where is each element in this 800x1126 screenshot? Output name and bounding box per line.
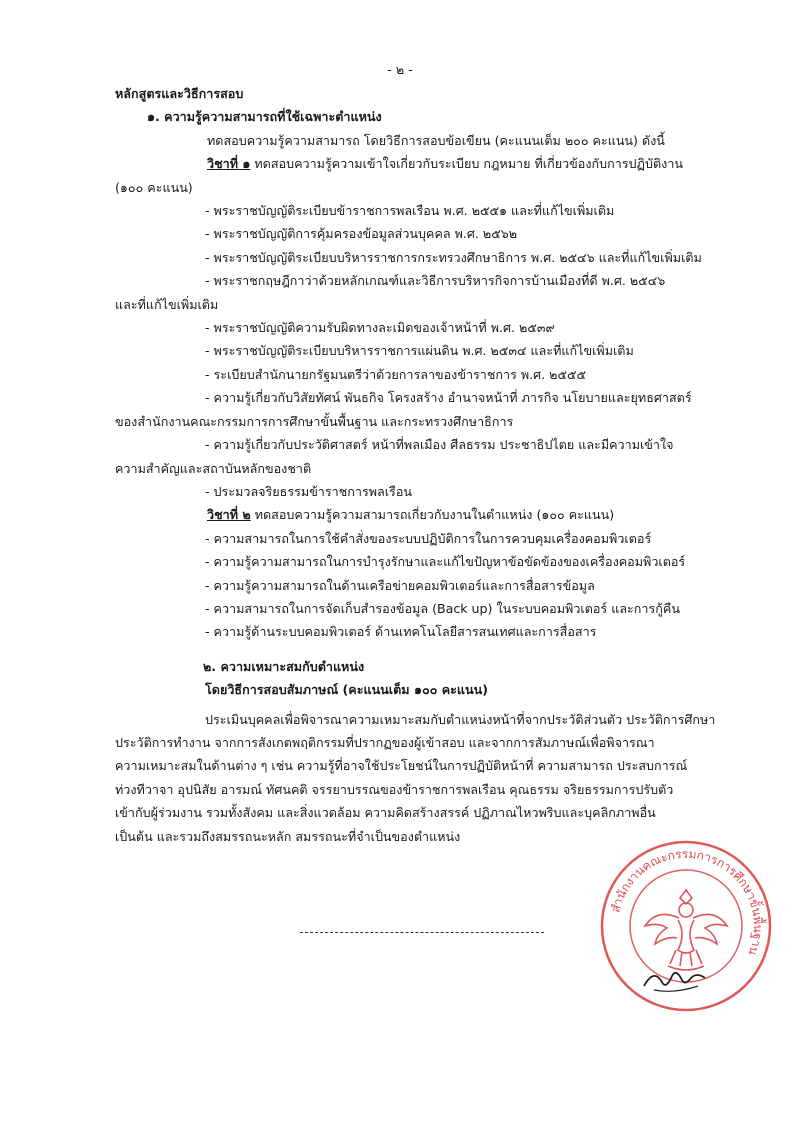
subject1-item: - พระราชบัญญัติระเบียบบริหารราชการกระทรวงศึกษาธิการ พ.ศ. ๒๕๔๖ และที่แก้ไขเพิ่มเติม <box>205 249 702 265</box>
subject1-score: (๑๐๐ คะแนน) <box>115 179 193 195</box>
section2-paragraph-line: ประวัติการทำงาน จากการสังเกตพฤติกรรมที่ปรากฏของผู้เข้าสอบ และจากการสัมภาษณ์เพื่อพิจารณา <box>115 734 655 750</box>
subject2-label: วิชาที่ ๒ <box>207 507 251 523</box>
end-divider <box>300 932 544 933</box>
subject1-item: - พระราชบัญญัติการคุ้มครองข้อมูลส่วนบุคคล พ.ศ. ๒๕๖๒ <box>205 226 518 242</box>
section2-method: โดยวิธีการสอบสัมภาษณ์ (คะแนนเต็ม ๑๐๐ คะแนน) <box>205 682 488 698</box>
section2-paragraph-line: เป็นต้น และรวมถึงสมรรถนะหลัก สมรรถนะที่จำเป็นของตำแหน่ง <box>115 828 461 844</box>
subject2-item: - ความสามารถในการจัดเก็บสำรองข้อมูล (Back up) ในระบบคอมพิวเตอร์ และการกู้คืน <box>205 600 680 616</box>
document-title: หลักสูตรและวิธีการสอบ <box>115 86 244 101</box>
section2-heading: ๒. ความเหมาะสมกับตำแหน่ง <box>203 658 365 674</box>
subject1-item: - พระราชบัญญัติระเบียบบริหารราชการแผ่นดิน พ.ศ. ๒๕๓๔ และที่แก้ไขเพิ่มเติม <box>205 343 634 359</box>
subject1-item-continuation: ของสำนักงานคณะกรรมการการศึกษาขั้นพื้นฐาน และกระทรวงศึกษาธิการ <box>115 413 514 429</box>
subject1-item-continuation: และที่แก้ไขเพิ่มเติม <box>115 296 219 312</box>
subject2-item: - ความรู้ด้านระบบคอมพิวเตอร์ ด้านเทคโนโลยีสารสนเทศและการสื่อสาร <box>205 624 597 640</box>
page-number: - ๒ - <box>387 62 413 77</box>
section2-paragraph-line: ท่วงทีวาจา อุปนิสัย อารมณ์ ทัศนคติ จรรยาบรรณของข้าราชการพลเรือน คุณธรรม จริยธรรมการปรับตัว <box>115 781 674 797</box>
subject1-line <box>115 152 725 175</box>
subject2-item: - ความรู้ความสามารถในด้านเครือข่ายคอมพิวเตอร์และการสื่อสารข้อมูล <box>205 577 595 593</box>
subject2-line <box>115 503 725 526</box>
subject1-label: วิชาที่ ๑ <box>207 156 251 172</box>
section2-paragraph-line: ประเมินบุคคลเพื่อพิจารณาความเหมาะสมกับตำแหน่งหน้าที่จากประวัติส่วนตัว ประวัติการศึกษา <box>205 711 716 727</box>
subject1-item: - ประมวลจริยธรรมข้าราชการพลเรือน <box>205 483 412 499</box>
section1-heading: ๑. ความรู้ความสามารถที่ใช้เฉพาะตำแหน่ง <box>147 109 382 125</box>
subject1-text: ทดสอบความรู้ความเข้าใจเกี่ยวกับระเบียบ กฎหมาย ที่เกี่ยวข้องกับการปฏิบัติงาน <box>250 156 683 172</box>
subject1-item-continuation: ความสำคัญและสถาบันหลักของชาติ <box>115 460 312 476</box>
subject1-item: - ความรู้เกี่ยวกับวิสัยทัศน์ พันธกิจ โครงสร้าง อำนาจหน้าที่ ภารกิจ นโยบายและยุทธศาสตร์ <box>205 390 692 406</box>
section1-intro: ทดสอบความรู้ความสามารถ โดยวิธีการสอบข้อเขียน (คะแนนเต็ม ๒๐๐ คะแนน) ดังนี้ <box>207 132 665 148</box>
signature-icon <box>640 962 710 996</box>
section2-paragraph-line: ความเหมาะสมในด้านต่าง ๆ เช่น ความรู้ที่อาจใช้ประโยชน์ในการปฏิบัติหน้าที่ ความสามารถ ประสบการณ์ <box>115 758 688 774</box>
subject2-item: - ความสามารถในการใช้คำสั่งของระบบปฏิบัติการในการควบคุมเครื่องคอมพิวเตอร์ <box>205 530 652 546</box>
subject1-item: - พระราชบัญญัติความรับผิดทางละเมิดของเจ้าหน้าที่ พ.ศ. ๒๕๓๙ <box>205 320 555 336</box>
subject2-text: ทดสอบความรู้ความสามารถเกี่ยวกับงานในตำแหน่ง (๑๐๐ คะแนน) <box>250 507 615 523</box>
document-body <box>115 82 725 848</box>
section2-paragraph-line: เข้ากับผู้ร่วมงาน รวมทั้งสังคม และสิ่งแวดล้อม ความคิดสร้างสรรค์ ปฏิภาณไหวพริบและบุคลิกภาพอื่น <box>115 805 656 821</box>
subject1-item: - ระเบียบสำนักนายกรัฐมนตรีว่าด้วยการลาของข้าราชการ พ.ศ. ๒๕๕๕ <box>205 366 587 382</box>
subject1-item: - พระราชบัญญัติระเบียบข้าราชการพลเรือน พ.ศ. ๒๕๕๑ และที่แก้ไขเพิ่มเติม <box>205 203 615 219</box>
subject1-item: - ความรู้เกี่ยวกับประวัติศาสตร์ หน้าที่พลเมือง ศีลธรรม ประชาธิปไตย และมีความเข้าใจ <box>205 437 674 453</box>
svg-text:สำนักงานคณะกรรมการการศึกษาขั้น: สำนักงานคณะกรรมการการศึกษาขั้นพื้นฐาน <box>608 846 766 958</box>
subject2-item: - ความรู้ความสามารถในการบำรุงรักษาและแก้ไขปัญหาข้อขัดข้องของเครื่องคอมพิวเตอร์ <box>205 554 686 570</box>
subject1-item: - พระราชกฤษฎีกาว่าด้วยหลักเกณฑ์และวิธีการบริหารกิจการบ้านเมืองที่ดี พ.ศ. ๒๕๔๖ <box>205 273 666 289</box>
